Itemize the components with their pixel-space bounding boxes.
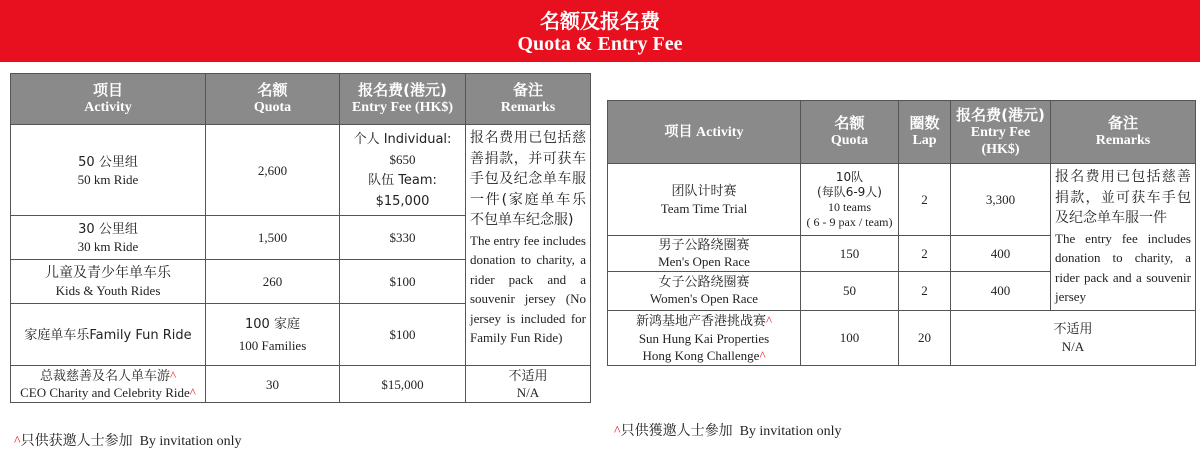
header-quota: 名额 Quota bbox=[801, 101, 899, 164]
remarks-cell: 报名费用已包括慈善捐款，並可获车手包及纪念单车服一件 The entry fee includes donation to charity, a rider pack and a souvenir jersey bbox=[1051, 164, 1196, 311]
table-row bbox=[11, 125, 591, 216]
activity-cell: 女子公路绕圈赛 Women's Open Race bbox=[608, 272, 801, 310]
table-row bbox=[608, 310, 1196, 365]
fee-cell: 3,300 bbox=[951, 164, 1051, 236]
lap-cell: 2 bbox=[899, 236, 951, 272]
activity-cell: 30 公里组 30 km Ride bbox=[11, 216, 206, 260]
invitation-caret: ^ bbox=[169, 367, 177, 383]
remarks-cell: 报名费用已包括慈善捐款，并可获车手包及纪念单车服一件(家庭单车乐不包单车纪念服) The entry fee includes donation to charity, a rider pack and a souvenir jersey (No jersey is included for Family Fun Ride) bbox=[466, 125, 591, 366]
activity-cell: 团队计时赛 Team Time Trial bbox=[608, 164, 801, 236]
left-quota-table bbox=[10, 73, 591, 403]
quota-cell: 50 bbox=[801, 272, 899, 310]
header-activity: 项目 Activity bbox=[11, 74, 206, 125]
remarks-cell: 不适用 N/A bbox=[951, 310, 1196, 365]
fee-cell: $15,000 bbox=[340, 366, 466, 403]
header-activity: 项目 Activity bbox=[608, 101, 801, 164]
table-row bbox=[608, 164, 1196, 236]
quota-cell: 30 bbox=[206, 366, 340, 403]
invitation-caret: ^ bbox=[759, 347, 766, 363]
header-lap: 圈数 Lap bbox=[899, 101, 951, 164]
right-footnote: ^只供獲邀人士參加 By invitation only bbox=[614, 423, 842, 439]
fee-cell: $100 bbox=[340, 304, 466, 366]
lap-cell: 20 bbox=[899, 310, 951, 365]
fee-cell: 个人 Individual: $650 队伍 Team: $15,000 bbox=[340, 125, 466, 216]
lap-cell: 2 bbox=[899, 164, 951, 236]
activity-cell: 家庭单车乐Family Fun Ride bbox=[11, 304, 206, 366]
quota-cell: 100 家庭 100 Families bbox=[206, 304, 340, 366]
activity-cell: 50 公里组 50 km Ride bbox=[11, 125, 206, 216]
header-quota: 名额 Quota bbox=[206, 74, 340, 125]
title-zh: 名额及报名费 bbox=[540, 9, 660, 33]
left-header-row bbox=[11, 74, 591, 125]
title-en: Quota & Entry Fee bbox=[517, 33, 683, 55]
fee-cell: 400 bbox=[951, 272, 1051, 310]
activity-cell: 男子公路绕圈赛 Men's Open Race bbox=[608, 236, 801, 272]
left-footnote: ^只供获邀人士参加 By invitation only bbox=[14, 433, 242, 449]
remarks-cell: 不适用 N/A bbox=[466, 366, 591, 403]
quota-cell: 10队 (每队6-9人) 10 teams ( 6 - 9 pax / team) bbox=[801, 164, 899, 236]
header-entry-fee: 报名费(港元) Entry Fee (HK$) bbox=[951, 101, 1051, 164]
title-banner bbox=[0, 0, 1200, 62]
quota-cell: 100 bbox=[801, 310, 899, 365]
activity-cell: 儿童及青少年单车乐 Kids & Youth Rides bbox=[11, 260, 206, 304]
quota-cell: 2,600 bbox=[206, 125, 340, 216]
right-race-table bbox=[607, 100, 1196, 366]
table-row bbox=[11, 366, 591, 403]
invitation-caret: ^ bbox=[765, 312, 773, 328]
fee-cell: $330 bbox=[340, 216, 466, 260]
right-header-row bbox=[608, 101, 1196, 164]
header-entry-fee: 报名费(港元) Entry Fee (HK$) bbox=[340, 74, 466, 125]
invitation-caret: ^ bbox=[189, 384, 196, 400]
header-remarks: 备注 Remarks bbox=[1051, 101, 1196, 164]
lap-cell: 2 bbox=[899, 272, 951, 310]
quota-cell: 150 bbox=[801, 236, 899, 272]
activity-cell: 新鸿基地产香港挑战赛^ Sun Hung Kai Properties Hong Kong Challenge^ bbox=[608, 310, 801, 365]
activity-cell: 总裁慈善及名人单车游^ CEO Charity and Celebrity Ride^ bbox=[11, 366, 206, 403]
quota-cell: 1,500 bbox=[206, 216, 340, 260]
header-remarks: 备注 Remarks bbox=[466, 74, 591, 125]
fee-cell: $100 bbox=[340, 260, 466, 304]
quota-cell: 260 bbox=[206, 260, 340, 304]
fee-cell: 400 bbox=[951, 236, 1051, 272]
